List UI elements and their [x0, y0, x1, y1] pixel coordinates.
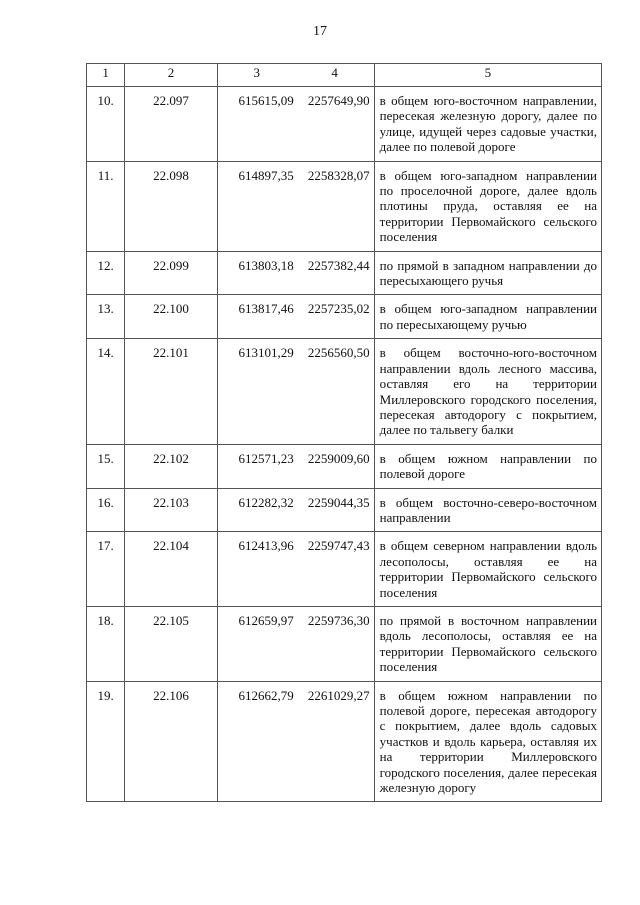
coordinate-y: 2258328,07 — [296, 161, 374, 251]
point-code: 22.099 — [125, 251, 218, 295]
boundary-description: в общем южном направлении по полевой дороге, пересекая автодорогу с покрытием, далее вдоль садовых участков и вдоль карьера, оставляя их на территории Миллеровского городского поселения, далее пересекая железную дорогу — [374, 681, 601, 802]
coordinate-x: 614897,35 — [217, 161, 295, 251]
row-number: 11. — [87, 161, 125, 251]
boundary-points-table — [86, 63, 602, 802]
row-number: 19. — [87, 681, 125, 802]
point-code: 22.104 — [125, 532, 218, 607]
table-row — [87, 488, 602, 532]
point-code: 22.098 — [125, 161, 218, 251]
coordinate-y: 2261029,27 — [296, 681, 374, 802]
table-row — [87, 444, 602, 488]
coordinate-x: 612413,96 — [217, 532, 295, 607]
table-row — [87, 87, 602, 162]
boundary-description: в общем юго-восточном направлении, пересекая железную дорогу, далее по улице, идущей через садовые участки, далее по полевой дороге — [374, 87, 601, 162]
header-col-4: 4 — [296, 64, 374, 87]
header-col-5: 5 — [374, 64, 601, 87]
coordinate-y: 2259009,60 — [296, 444, 374, 488]
point-code: 22.103 — [125, 488, 218, 532]
point-code: 22.106 — [125, 681, 218, 802]
boundary-description: в общем северном направлении вдоль лесополосы, оставляя ее на территории Первомайского сельского поселения — [374, 532, 601, 607]
coordinate-y: 2259747,43 — [296, 532, 374, 607]
point-code: 22.100 — [125, 295, 218, 339]
point-code: 22.102 — [125, 444, 218, 488]
table-row — [87, 295, 602, 339]
page-number: 17 — [313, 24, 327, 39]
row-number: 17. — [87, 532, 125, 607]
coordinate-x: 612571,23 — [217, 444, 295, 488]
row-number: 13. — [87, 295, 125, 339]
coordinate-x: 613101,29 — [217, 339, 295, 444]
coordinate-x: 612659,97 — [217, 606, 295, 681]
boundary-description: по прямой в западном направлении до пересыхающего ручья — [374, 251, 601, 295]
coordinate-y: 2256560,50 — [296, 339, 374, 444]
coordinate-x: 612662,79 — [217, 681, 295, 802]
boundary-description: в общем южном направлении по полевой дороге — [374, 444, 601, 488]
coordinate-x: 613817,46 — [217, 295, 295, 339]
table-row — [87, 606, 602, 681]
boundary-description: в общем восточно-юго-восточном направлении вдоль лесного массива, оставляя его на территории Миллеровского городского поселения, пересекая автодорогу с покрытием, далее по тальвегу балки — [374, 339, 601, 444]
boundary-description: по прямой в восточном направлении вдоль лесополосы, оставляя ее на территории Первомайского сельского поселения — [374, 606, 601, 681]
row-number: 14. — [87, 339, 125, 444]
header-col-2: 2 — [125, 64, 218, 87]
coordinate-y: 2257649,90 — [296, 87, 374, 162]
coordinate-x: 613803,18 — [217, 251, 295, 295]
table-row — [87, 251, 602, 295]
row-number: 10. — [87, 87, 125, 162]
boundary-description: в общем юго-западном направлении по пересыхающему ручью — [374, 295, 601, 339]
header-col-3: 3 — [217, 64, 295, 87]
coordinate-x: 615615,09 — [217, 87, 295, 162]
boundary-description: в общем юго-западном направлении по проселочной дороге, далее вдоль плотины пруда, оставляя ее на территории Первомайского сельского поселения — [374, 161, 601, 251]
row-number: 12. — [87, 251, 125, 295]
table-header-row — [87, 64, 602, 87]
coordinate-y: 2259044,35 — [296, 488, 374, 532]
coordinate-y: 2259736,30 — [296, 606, 374, 681]
table-row — [87, 681, 602, 802]
row-number: 15. — [87, 444, 125, 488]
row-number: 18. — [87, 606, 125, 681]
table-row — [87, 532, 602, 607]
coordinate-x: 612282,32 — [217, 488, 295, 532]
header-col-1: 1 — [87, 64, 125, 87]
point-code: 22.105 — [125, 606, 218, 681]
table-row — [87, 339, 602, 444]
table-row — [87, 161, 602, 251]
point-code: 22.097 — [125, 87, 218, 162]
row-number: 16. — [87, 488, 125, 532]
coordinate-y: 2257235,02 — [296, 295, 374, 339]
point-code: 22.101 — [125, 339, 218, 444]
coordinate-y: 2257382,44 — [296, 251, 374, 295]
boundary-description: в общем восточно-северо-восточном направлении — [374, 488, 601, 532]
